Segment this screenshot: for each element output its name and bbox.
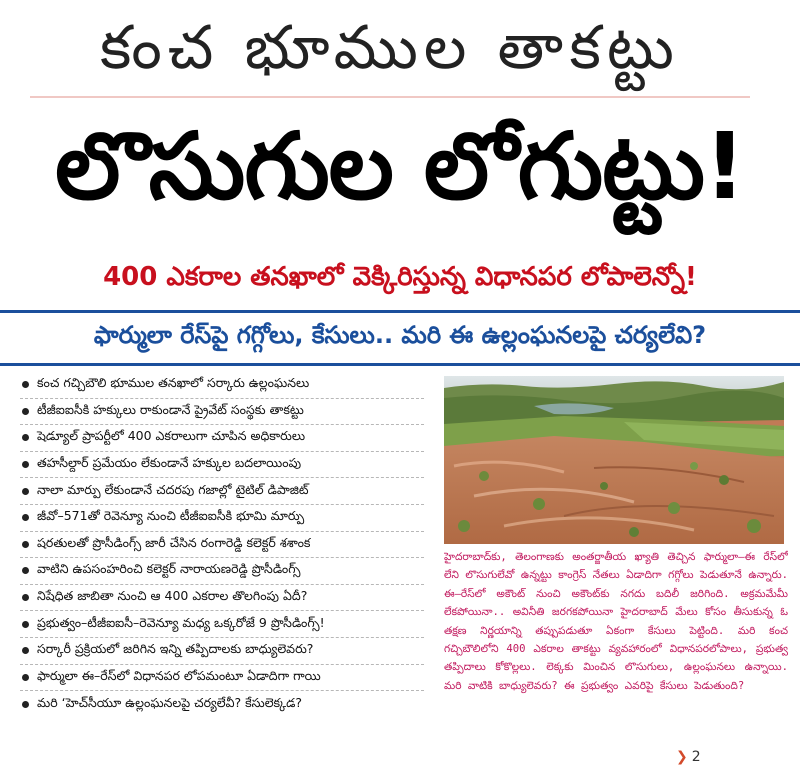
bullet-item <box>20 532 424 559</box>
bullet-dot-icon <box>22 408 29 415</box>
bullet-item <box>20 372 424 399</box>
bullet-dot-icon <box>22 514 29 521</box>
section-question-bar <box>0 310 800 366</box>
kicker-divider <box>30 96 750 98</box>
subheadline: 400 ఎకరాల తనఖాలో వెక్కిరిస్తున్న విధానపర లోపాలెన్నో! <box>103 262 697 292</box>
bullet-dot-icon <box>22 621 29 628</box>
bullet-text: వాటిని ఉపసంహరించి కలెక్టర్ నారాయణరెడ్డి ప్రొసీడింగ్స్ <box>37 561 301 577</box>
bullet-dot-icon <box>22 461 29 468</box>
bullet-item <box>20 505 424 532</box>
bullet-item <box>20 665 424 692</box>
bullet-dot-icon <box>22 541 29 548</box>
continue-arrow-icon: ❯ <box>676 749 688 765</box>
bullet-dot-icon <box>22 381 29 388</box>
bullet-text: షెడ్యూల్ ప్రాపర్టీలో 400 ఎకరాలుగా చూపిన అధికారులు <box>37 428 306 444</box>
bullet-dot-icon <box>22 434 29 441</box>
bullet-item <box>20 478 424 505</box>
bullet-item <box>20 452 424 479</box>
land-photo <box>444 376 784 544</box>
bullet-item <box>20 399 424 426</box>
bullet-dot-icon <box>22 567 29 574</box>
main-headline: లొసుగుల లోగుట్టు! <box>55 113 745 220</box>
bullet-item <box>20 425 424 452</box>
bullet-text: ప్రభుత్వం–టీజీఐఐసీ–రెవెన్యూ మధ్య ఒక్కరోజే 9 ప్రొసీడింగ్స్! <box>37 614 325 630</box>
bullet-text: జీవో–571తో రెవెన్యూ నుంచి టీజీఐఐసీకి భూమి మార్పు <box>37 508 305 524</box>
bullet-dot-icon <box>22 674 29 681</box>
bullet-text: ఫార్ములా ఈ–రేస్‌లో విధానపర లోపమంటూ ఏడాదిగా గాయి <box>37 667 321 683</box>
bullet-item <box>20 691 424 718</box>
photo-caption: హైదరాబాద్‌కు, తెలంగాణకు అంతర్జాతీయ ఖ్యాతి తెచ్చిన ఫార్ములా–ఈ రేస్‌లో లేని లొసుగులేవో ఉన్నట్టు కాంగ్రెస్ నేతలు ఏడాదిగా గగ్గోలు పెడుతూనే ఉన్నారు. ఈ–రేస్‌లో అకౌంట్ నుంచి అకౌంట్‌కు నగదు బదిలీ జరిగింది. అక్రమమేమీ లేకపోయినా.. అవినీతి జరగకపోయినా హైదరాబాద్ మేలు కోసం తీసుకున్న ఓ తక్షణ నిర్ణయాన్ని తప్పుపడుతూ ఏకంగా కేసులు పెట్టింది. మరి కంచ గచ్చిబౌలిలోని 400 ఎకరాల తాకట్టు వ్యవహారంలో విధానపరలోపాలు, ప్రభుత్వ తప్పిదాలు కోకొల్లలు. లెక్కకు మించిన లొసుగులు, ఉల్లంఘనలు ఉన్నాయి. మరి వాటికి బాధ్యులెవరు? ఈ ప్రభుత్వం ఎవరిపై కేసులు పెడుతుంది? <box>444 551 788 692</box>
bullet-item <box>20 585 424 612</box>
bullet-text: మరి ‘హెచ్‌సీయూ ఉల్లంఘనలపై చర్యలేవీ? కేసులెక్కడ? <box>37 694 302 710</box>
bullet-text: సర్కారీ ప్రక్రియలో జరిగిన ఇన్ని తప్పిదాలకు బాధ్యులెవరు? <box>37 641 314 657</box>
section-question: ఫార్ములా రేస్‌పై గగ్గోలు, కేసులు.. మరి ఈ ఉల్లంఘనలపై చర్యలేవి? <box>93 321 707 349</box>
bullet-item <box>20 611 424 638</box>
bullet-dot-icon <box>22 647 29 654</box>
bullet-item <box>20 638 424 665</box>
bullet-text: కంచ గచ్చిబౌలి భూముల తనఖాలో సర్కారు ఉల్లంఘనలు <box>37 375 310 391</box>
bullet-dot-icon <box>22 594 29 601</box>
bullet-list <box>20 372 424 772</box>
continued-page-number: 2 <box>691 749 701 765</box>
bullet-text: టీజీఐఐసీకి హక్కులు రాకుండానే ప్రైవేట్ సంస్థకు తాకట్టు <box>37 401 304 417</box>
bullet-dot-icon <box>22 701 29 708</box>
bullet-item <box>20 558 424 585</box>
bullet-dot-icon <box>22 488 29 495</box>
bullet-text: నాలా మార్పు లేకుండానే చదరపు గజాల్లో టైటిల్ డిపాజిట్ <box>37 481 309 497</box>
bullet-text: తహసీల్దార్ ప్రమేయం లేకుండానే హక్కుల బదలాయింపు <box>37 455 302 471</box>
bullet-text: నిషేధిత జాబితా నుంచి ఆ 400 ఎకరాల తొలగింపు ఏదీ? <box>37 588 308 604</box>
kicker-title: కంచ భూముల తాకట్టు <box>100 18 680 83</box>
continued-page-ref <box>676 746 701 768</box>
bullet-text: షరతులతో ప్రొసీడింగ్స్ జారీ చేసిన రంగారెడ్డి కలెక్టర్ శశాంక <box>37 534 311 550</box>
